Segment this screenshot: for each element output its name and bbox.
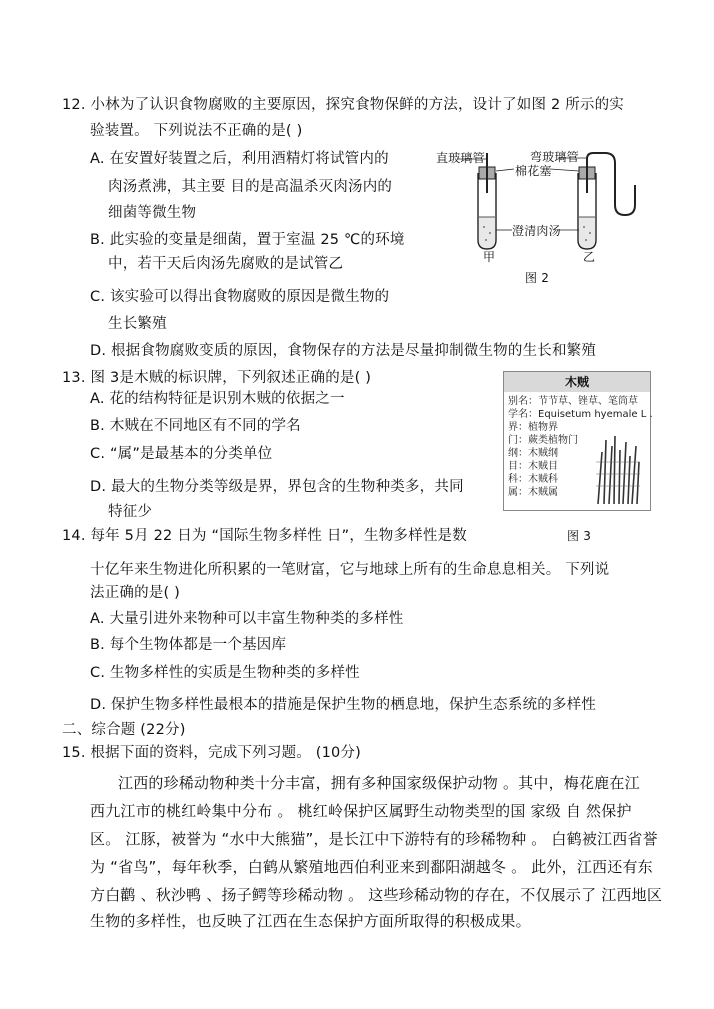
q13-option-d-line1: D. 最大的生物分类等级是界，界包含的生物种类多，共同 — [90, 479, 464, 495]
q12-option-d: D. 根据食物腐败变质的原因，食物保存的方法是尽量抑制微生物的生长和繁殖 — [90, 343, 597, 359]
label-clear-broth: 澄清肉汤 — [512, 224, 561, 238]
card-family: 科：木贼科 — [508, 474, 558, 485]
card-class: 纲：木贼纲 — [508, 448, 558, 459]
label-bent-tube: 弯玻璃管 — [530, 150, 579, 164]
q15-stem: 15. 根据下面的资料，完成下列习题。 (10分) — [62, 745, 362, 761]
figure2-caption: 图 2 — [525, 271, 550, 285]
q15-passage-line1: 江西的珍稀动物种类十分丰富，拥有多种国家级保护动物 。其中，梅花鹿在江 — [118, 774, 640, 792]
q14-stem-line2: 十亿年来生物进化所积累的一笔财富，它与地球上所有的生命息息相关。 下列说 — [90, 562, 610, 578]
q12-option-a-line1: A. 在安置好装置之后，利用酒精灯将试管内的 — [90, 151, 389, 167]
q12-option-a-line3: 细菌等微生物 — [108, 205, 197, 221]
card-genus: 属：木贼属 — [508, 487, 558, 498]
q14-option-b: B. 每个生物体都是一个基因库 — [90, 637, 287, 653]
card-title: 木贼 — [504, 372, 650, 392]
q12-option-b-line2: 中，若干天后肉汤先腐败的是试管乙 — [108, 256, 344, 272]
q14-stem-line1: 14. 每年 5月 22 日为 “国际生物多样性 日”，生物多样性是数 — [62, 528, 467, 544]
q15-passage-line3: 区。 江豚，被誉为 “水中大熊猫”，是长江中下游特有的珍稀物种 。 白鹤被江西省誉 — [90, 830, 658, 848]
card-order: 目：木贼目 — [508, 461, 558, 472]
q14-stem-line3: 法正确的是( ) — [90, 585, 181, 601]
q13-option-a: A. 花的结构特征是识别木贼的依据之一 — [90, 391, 345, 407]
q13-stem: 13. 图 3是木贼的标识牌，下列叙述正确的是( ) — [62, 370, 372, 386]
plant-id-card — [503, 371, 651, 511]
card-phylum: 门：蕨类植物门 — [508, 435, 578, 446]
q13-option-b: B. 木贼在不同地区有不同的学名 — [90, 418, 301, 434]
q15-passage-line4: 为 “省鸟”，每年秋季，白鹤从繁殖地西伯利亚来到鄱阳湖越冬 。 此外，江西还有东 — [90, 858, 653, 876]
q14-option-a: A. 大量引进外来物种可以丰富生物种类的多样性 — [90, 611, 404, 627]
q12-option-b-line1: B. 此实验的变量是细菌，置于室温 25 ℃的环境 — [90, 232, 405, 248]
q12-option-c-line1: C. 该实验可以得出食物腐败的原因是微生物的 — [90, 289, 390, 305]
q15-passage-line6: 生物的多样性，也反映了江西在生态保护方面所取得的积极成果。 — [90, 912, 531, 930]
q12-stem-line1: 12. 小林为了认识食物腐败的主要原因，探究食物保鲜的方法，设计了如图 2 所示的实 — [62, 97, 625, 113]
card-kingdom: 界：植物界 — [508, 422, 558, 433]
q14-option-c: C. 生物多样性的实质是生物种类的多样性 — [90, 665, 360, 681]
q14-option-d: D. 保护生物多样性最根本的措施是保护生物的栖息地，保护生态系统的多样性 — [90, 697, 597, 713]
label-tube-yi: 乙 — [583, 250, 596, 264]
label-cotton-plug: 棉花塞 — [515, 164, 552, 178]
q13-option-c: C. “属”是最基本的分类单位 — [90, 446, 273, 462]
q15-passage-line5: 方白鹳 、秋沙鸭 、扬子鳄等珍稀动物 。 这些珍稀动物的存在，不仅展示了 江西地区 — [90, 886, 663, 904]
q13-option-d-line2: 特征少 — [108, 504, 153, 520]
q12-stem-line2: 验装置。 下列说法不正确的是( ) — [90, 123, 303, 139]
q15-passage-line2: 西九江市的桃红岭集中分布 。 桃红岭保护区属野生动物类型的国 家级 自 然保护 — [90, 802, 632, 820]
label-straight-tube: 直玻璃管 — [436, 151, 485, 165]
section2-heading: 二、综合题 (22分) — [62, 722, 186, 738]
figure3-caption: 图 3 — [567, 529, 592, 543]
card-aliases: 别名：节节草、锉草、笔筒草 — [508, 396, 638, 407]
q12-option-c-line2: 生长繁殖 — [108, 316, 167, 332]
horsetail-plant-illustration — [592, 432, 644, 506]
q12-option-a-line2: 肉汤煮沸，其主要 目的是高温杀灭肉汤内的 — [108, 179, 393, 195]
card-scientific-name: 学名：Equisetum hyemale L . — [508, 409, 653, 420]
label-tube-jia: 甲 — [483, 250, 496, 264]
